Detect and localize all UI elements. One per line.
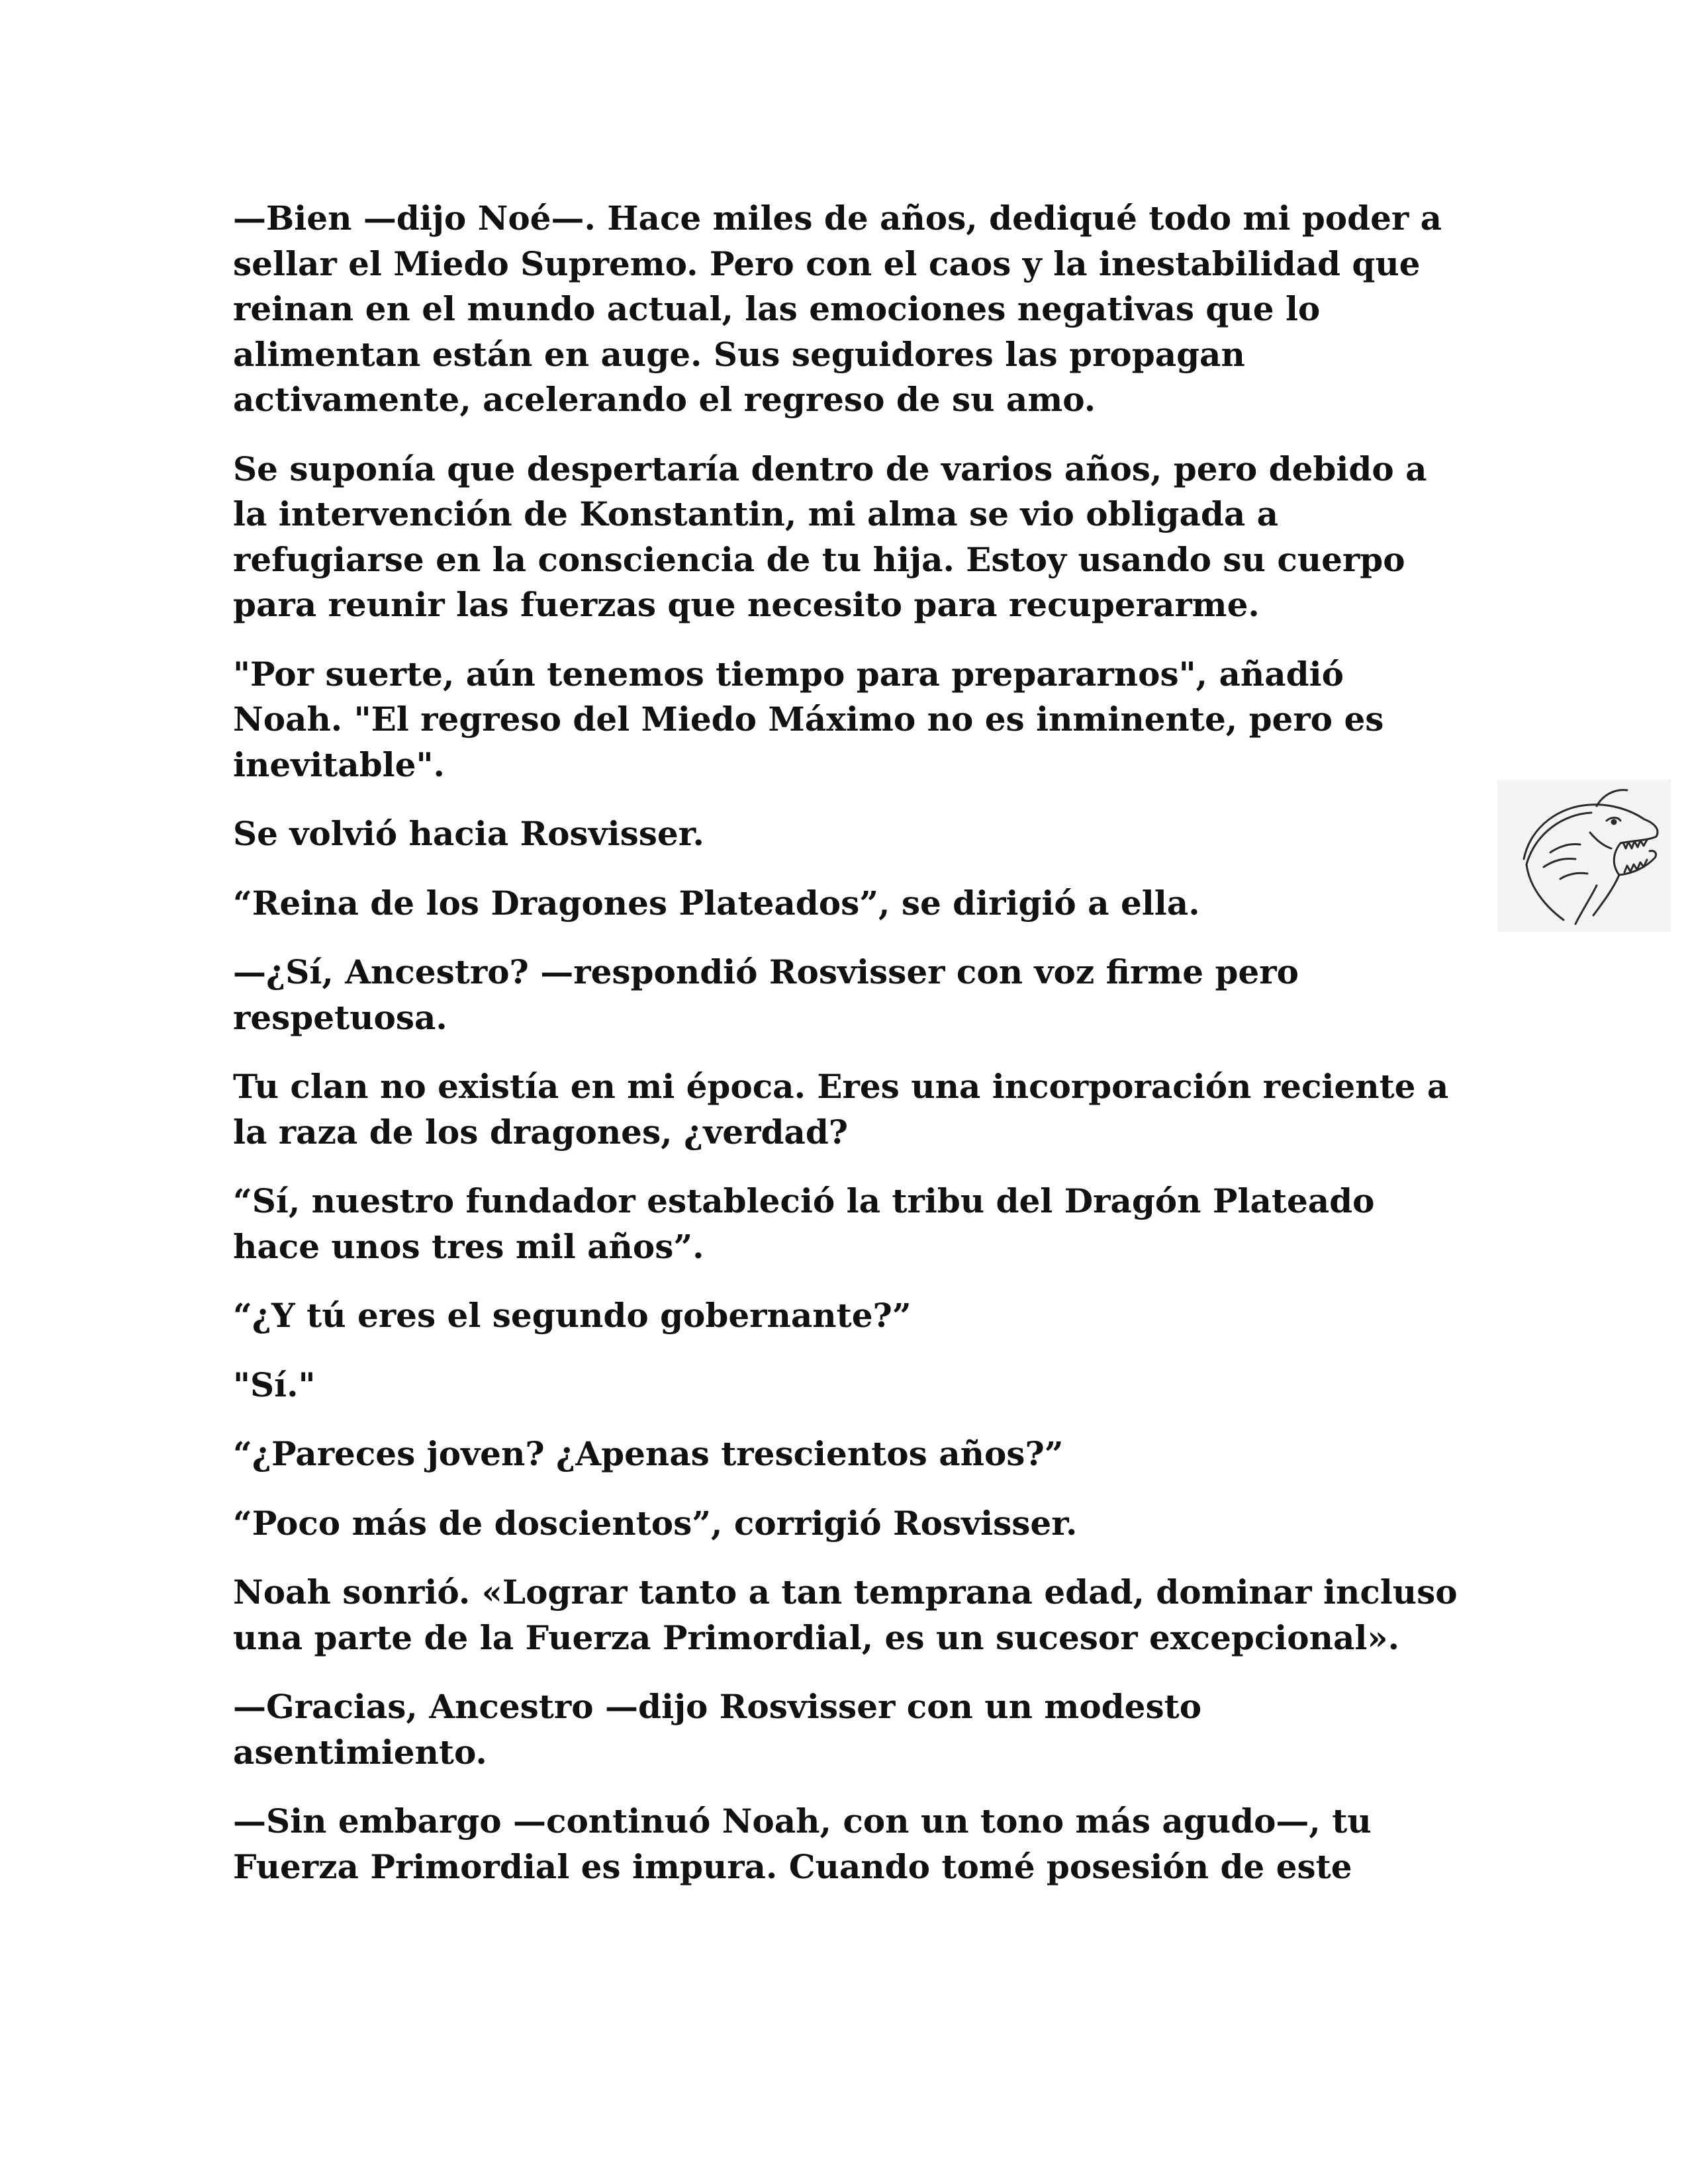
paragraph: —Sin embargo —continuó Noah, con un tono más agudo—, tu Fuerza Primordial es impura. Cuando tomé posesión de este [233,1801,1372,1886]
text-body [233,196,1458,1913]
paragraph: —Gracias, Ancestro —dijo Rosvisser con un modesto asentimiento. [233,1687,1202,1772]
paragraph: Noah sonrió. «Lograr tanto a tan temprana edad, dominar incluso una parte de la Fuerza Primordial, es un sucesor excepcional». [233,1572,1458,1657]
paragraph: "Sí." [233,1365,316,1404]
paragraph: —Bien —dijo Noé—. Hace miles de años, dediqué todo mi poder a sellar el Miedo Supremo. Pero con el caos y la inestabilidad que reinan en el mundo actual, las emociones negativas que lo alimentan están en auge. Sus seguidores las propagan activamente, acelerando el regreso de su amo. [233,199,1442,419]
paragraph: Se volvió hacia Rosvisser. [233,814,704,853]
paragraph: “Poco más de doscientos”, corrigió Rosvisser. [233,1503,1078,1543]
paragraph: Se suponía que despertaría dentro de varios años, pero debido a la intervención de Konstantin, mi alma se vio obligada a refugiarse en la consciencia de tu hija. Estoy usando su cuerpo para reunir las fuerzas que necesito para recuperarme. [233,449,1427,624]
dragon-head-sketch-icon [1497,780,1671,932]
paragraph: "Por suerte, aún tenemos tiempo para prepararnos", añadió Noah. "El regreso del Miedo Máximo no es inminente, pero es inevitable". [233,654,1384,784]
paragraph: “¿Pareces joven? ¿Apenas trescientos años?” [233,1434,1064,1473]
paragraph: Tu clan no existía en mi época. Eres una incorporación reciente a la raza de los dragones, ¿verdad? [233,1067,1449,1152]
dragon-sketch-drawing [1497,780,1671,932]
paragraph: —¿Sí, Ancestro? —respondió Rosvisser con voz firme pero respetuosa. [233,952,1299,1037]
paragraph: “Sí, nuestro fundador estableció la tribu del Dragón Plateado hace unos tres mil años”. [233,1181,1375,1266]
paragraph: “Reina de los Dragones Plateados”, se dirigió a ella. [233,883,1200,923]
paragraph: “¿Y tú eres el segundo gobernante?” [233,1296,912,1335]
